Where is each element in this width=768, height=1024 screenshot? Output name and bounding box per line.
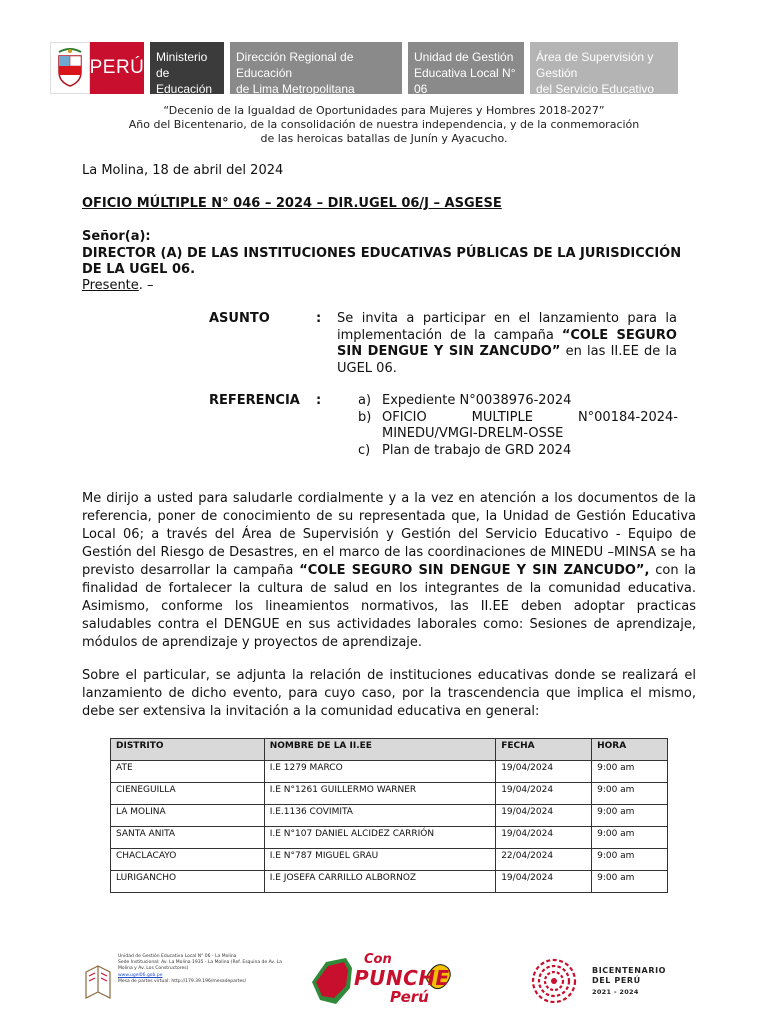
referencia-colon: : bbox=[316, 393, 322, 408]
asunto-label: ASUNTO bbox=[209, 311, 270, 326]
reference-marker: a) bbox=[358, 393, 372, 408]
motto-line: “Decenio de la Igualdad de Oportunidades para Mujeres y Hombres 2018-2027” bbox=[163, 104, 605, 117]
reference-text: Plan de trabajo de GRD 2024 bbox=[382, 442, 572, 458]
reference-item bbox=[358, 393, 678, 410]
cell-fecha: 19/04/2024 bbox=[496, 827, 592, 849]
header-block-line: de Lima Metropolitana bbox=[236, 82, 355, 96]
footer-ugel-contact bbox=[84, 954, 284, 1006]
campaign-word-con: Con bbox=[364, 952, 392, 967]
reference-text: Expediente N°0038976-2024 bbox=[382, 393, 572, 408]
motto-line: Año del Bicentenario, de la consolidación de nuestra independencia, y de la conmemoración bbox=[128, 118, 640, 131]
country-label: PERÚ bbox=[90, 42, 144, 94]
cell-distrito: CHACLACAYO bbox=[111, 849, 265, 871]
cell-nombre: I.E JOSEFA CARRILLO ALBORNOZ bbox=[264, 871, 495, 893]
letter-date: La Molina, 18 de abril del 2024 bbox=[82, 163, 284, 178]
column-header-nombre: NOMBRE DE LA II.EE bbox=[264, 739, 495, 761]
table-row bbox=[111, 827, 668, 849]
cell-distrito: CIENEGUILLA bbox=[111, 783, 265, 805]
header-block-line: de Educación bbox=[156, 66, 213, 96]
footer-line: Unidad de Gestión Educativa Local N° 06 - La Molina bbox=[118, 954, 237, 959]
motto-line: de las heroicas batallas de Junín y Ayacucho. bbox=[260, 132, 508, 145]
header-block-line: del Servicio Educativo bbox=[536, 82, 655, 96]
header-block-line: Educativa Local N° 06 bbox=[414, 66, 516, 96]
cell-hora: 9:00 am bbox=[592, 783, 668, 805]
campaign-name: “COLE SEGURO SIN DENGUE Y SIN ZANCUDO” bbox=[337, 327, 677, 359]
reference-text: OFICIO MULTIPLE N°00184-2024-MINEDU/VMGI-DRELM-OSSE bbox=[382, 409, 678, 441]
cell-hora: 9:00 am bbox=[592, 761, 668, 783]
cell-nombre: I.E N°107 DANIEL ALCIDEZ CARRIÓN bbox=[264, 827, 495, 849]
table-row bbox=[111, 783, 668, 805]
salutation: Señor(a): bbox=[82, 229, 151, 244]
reference-marker: c) bbox=[358, 442, 371, 458]
paragraph-text: con la finalidad de fortalecer la cultura de salud en los integrantes de la comunidad educativa. Asimismo, conforme los lineamientos normativos, las II.EE deben adoptar practicas saludables contra el DENGUE en sus actividades laborales como: Sesiones de aprendizaje, módulos de aprendizaje y proyectos de aprendizaje. bbox=[82, 563, 696, 650]
cell-hora: 9:00 am bbox=[592, 849, 668, 871]
column-header-distrito: DISTRITO bbox=[111, 739, 265, 761]
header-block-line: Unidad de Gestión bbox=[414, 50, 514, 64]
year-motto bbox=[120, 104, 648, 146]
cell-fecha: 19/04/2024 bbox=[496, 783, 592, 805]
column-header-fecha: FECHA bbox=[496, 739, 592, 761]
bicentenario-logo bbox=[528, 956, 688, 1006]
paragraph-text: Me dirijo a usted para saludarle cordialmente y a la vez en atención a los documentos de la referencia, poner de conocimiento de su representada que, la Unidad de Gestión Educativa Local 06; a través del Área de Supervisión y Gestión del Servicio Educativo - Equipo de Gestión del Riesgo de Desastres, en el marco de las coordinaciones de MINEDU –MINSA se ha previsto desarrollar la campaña bbox=[82, 491, 696, 578]
asunto-colon: : bbox=[316, 311, 322, 326]
ugel-book-logo-icon bbox=[84, 958, 112, 1004]
table-row bbox=[111, 871, 668, 893]
table-row bbox=[111, 805, 668, 827]
header-block-drelm bbox=[230, 42, 402, 94]
body-paragraph-1 bbox=[82, 490, 696, 652]
campaign-word-punche: PUNCHE bbox=[354, 966, 450, 990]
column-header-hora: HORA bbox=[592, 739, 668, 761]
con-punche-peru-logo bbox=[306, 948, 476, 1010]
footer-line: Mesa de partes virtual: http://179.39.196/mesadepartes/ bbox=[118, 978, 247, 984]
footer-line: Sede Institucional: Av. La Molina 1935 - La Molina (Ref. Esquina de Av. La Molina y Av. Los Constructores) bbox=[118, 960, 282, 972]
table-row bbox=[111, 761, 668, 783]
footer-contact-lines bbox=[118, 954, 288, 985]
document-reference-title: OFICIO MÚLTIPLE N° 046 – 2024 – DIR.UGEL 06/J – ASGESE bbox=[82, 196, 502, 211]
asunto-post: en las II.EE de la UGEL 06. bbox=[337, 344, 678, 376]
bicentenario-line: BICENTENARIO bbox=[592, 966, 667, 975]
campaign-name-inline: “COLE SEGURO SIN DENGUE Y SIN ZANCUDO”, bbox=[299, 563, 650, 578]
addressee: DIRECTOR (A) DE LAS INSTITUCIONES EDUCATIVAS PÚBLICAS DE LA JURISDICCIÓN DE LA UGEL 06. bbox=[82, 245, 682, 277]
cell-fecha: 19/04/2024 bbox=[496, 805, 592, 827]
reference-marker: b) bbox=[358, 409, 372, 425]
cell-fecha: 19/04/2024 bbox=[496, 761, 592, 783]
referencia-label: REFERENCIA bbox=[209, 393, 300, 408]
bicentenario-years: 2021 - 2024 bbox=[592, 988, 639, 996]
schools-table bbox=[110, 738, 668, 893]
footer-website-link[interactable]: www.ugel06.gob.pe bbox=[118, 972, 163, 978]
presente-suffix: . – bbox=[138, 278, 154, 293]
cell-nombre: I.E.1136 COVIMITA bbox=[264, 805, 495, 827]
cell-nombre: I.E N°787 MIGUEL GRAU bbox=[264, 849, 495, 871]
cell-distrito: LA MOLINA bbox=[111, 805, 265, 827]
cell-fecha: 22/04/2024 bbox=[496, 849, 592, 871]
asunto-text bbox=[337, 311, 677, 377]
cell-nombre: I.E N°1261 GUILLERMO WARNER bbox=[264, 783, 495, 805]
presente-word: Presente bbox=[82, 278, 139, 293]
header-block-line: Área de Supervisión y Gestión bbox=[536, 50, 654, 80]
bicentenario-line: DEL PERÚ bbox=[592, 976, 641, 985]
header-block-asgese bbox=[530, 42, 678, 94]
campaign-word-peru: Perú bbox=[390, 988, 429, 1006]
cell-distrito: ATE bbox=[111, 761, 265, 783]
header-block-line: Dirección Regional de Educación bbox=[236, 50, 354, 80]
table-row bbox=[111, 849, 668, 871]
header-block-line: Ministerio bbox=[156, 50, 208, 64]
reference-item bbox=[358, 443, 678, 460]
cell-hora: 9:00 am bbox=[592, 871, 668, 893]
bicentenario-title bbox=[592, 966, 666, 986]
cell-nombre: I.E 1279 MARCO bbox=[264, 761, 495, 783]
presente-line bbox=[82, 278, 154, 295]
cell-hora: 9:00 am bbox=[592, 805, 668, 827]
cell-distrito: LURIGANCHO bbox=[111, 871, 265, 893]
header-block-ministerio bbox=[150, 42, 224, 94]
body-paragraph-2: Sobre el particular, se adjunta la relación de instituciones educativas donde se realizará el lanzamiento de dicho evento, para cuyo caso, por la trascendencia que implica el mismo, debe ser extensiva la invitación a la comunidad educativa en general: bbox=[82, 668, 696, 719]
asunto-pre: Se invita a participar en el lanzamiento para la implementación de la campaña bbox=[337, 311, 677, 343]
table-header-row bbox=[111, 739, 668, 761]
cell-distrito: SANTA ANITA bbox=[111, 827, 265, 849]
peru-coat-of-arms-icon bbox=[50, 42, 90, 94]
institutional-header bbox=[50, 42, 678, 94]
header-block-ugel bbox=[408, 42, 524, 94]
reference-list bbox=[358, 393, 678, 459]
addressee-block bbox=[82, 229, 682, 279]
cell-hora: 9:00 am bbox=[592, 827, 668, 849]
cell-fecha: 19/04/2024 bbox=[496, 871, 592, 893]
reference-item bbox=[358, 410, 678, 443]
bicentenario-emblem-icon bbox=[528, 956, 580, 1006]
